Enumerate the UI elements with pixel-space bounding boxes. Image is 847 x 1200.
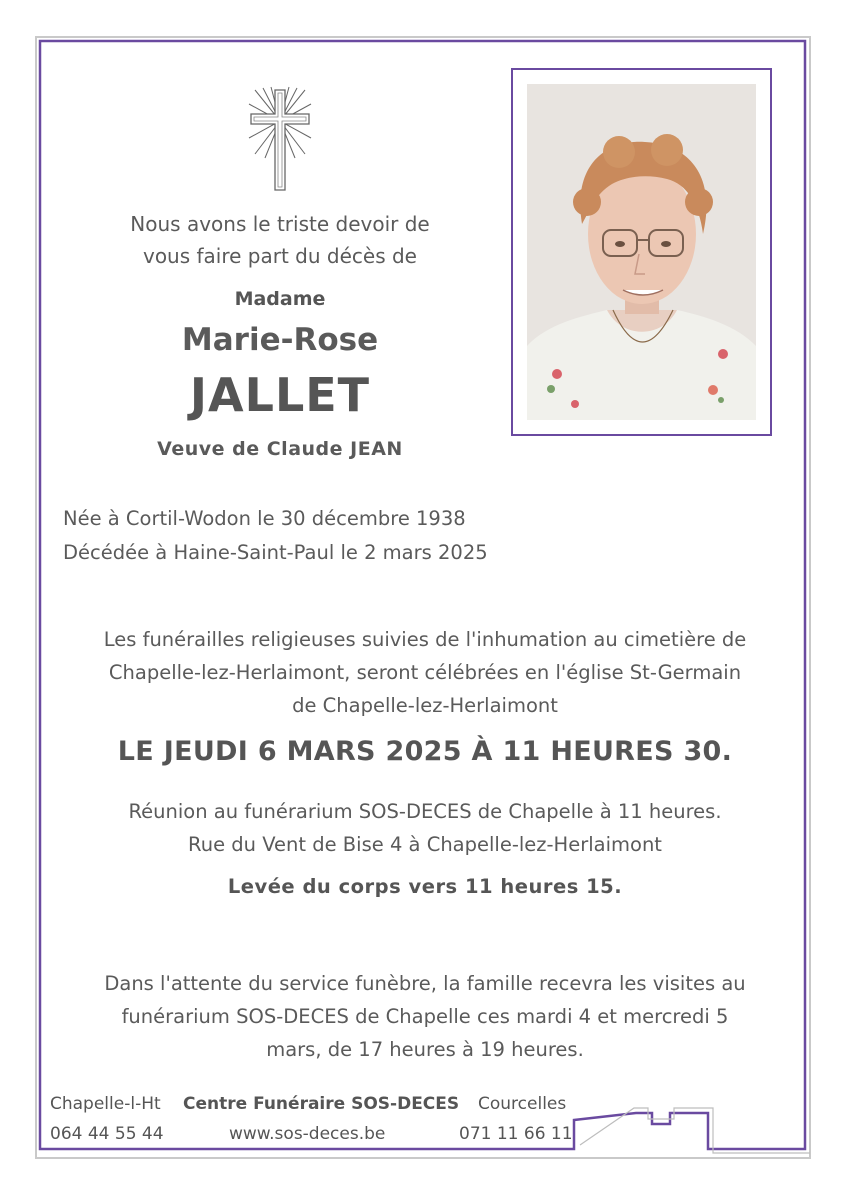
visits-line: funérarium SOS-DECES de Chapelle ces mardi 4 et mercredi 5	[121, 1005, 729, 1028]
deceased-first-name: Marie-Rose	[181, 322, 379, 358]
deceased-title: Madame	[234, 288, 326, 310]
footer-website-link[interactable]: www.sos-deces.be	[229, 1124, 386, 1144]
death-date: Décédée à Haine-Saint-Paul le 2 mars 2025	[63, 541, 488, 564]
footer-left-city: Chapelle-l-Ht	[50, 1094, 161, 1114]
birth-date: Née à Cortil-Wodon le 30 décembre 1938	[63, 507, 466, 530]
funeral-line: Chapelle-lez-Herlaimont, seront célébrées en l'église St-Germain	[108, 661, 742, 684]
radiant-cross-icon	[245, 86, 315, 192]
funeral-line: Les funérailles religieuses suivies de l'inhumation au cimetière de	[103, 628, 747, 651]
footer-right-phone[interactable]: 071 11 66 11	[459, 1124, 573, 1144]
meeting-details	[55, 795, 795, 861]
portrait-photo	[527, 84, 756, 420]
life-dates	[63, 502, 663, 570]
ceremony-datetime: LE JEUDI 6 MARS 2025 À 11 HEURES 30.	[117, 736, 733, 767]
deceased-last-name: JALLET	[189, 368, 371, 422]
visits-line: Dans l'attente du service funèbre, la famille recevra les visites au	[104, 972, 746, 995]
visits-details	[55, 967, 795, 1066]
funeral-line: de Chapelle-lez-Herlaimont	[292, 694, 558, 717]
widow-of: Veuve de Claude JEAN	[157, 438, 403, 460]
meeting-address: Rue du Vent de Bise 4 à Chapelle-lez-Herlaimont	[188, 833, 662, 856]
intro-line: vous faire part du décès de	[142, 244, 417, 268]
intro-line: Nous avons le triste devoir de	[130, 212, 430, 236]
footer-company-name: Centre Funéraire SOS-DECES	[183, 1094, 460, 1114]
funeral-details	[55, 623, 795, 722]
meeting-line: Réunion au funérarium SOS-DECES de Chapelle à 11 heures.	[128, 800, 722, 823]
visits-line: mars, de 17 heures à 19 heures.	[266, 1038, 584, 1061]
footer-left-phone[interactable]: 064 44 55 44	[50, 1124, 164, 1144]
levee-time: Levée du corps vers 11 heures 15.	[227, 875, 623, 898]
footer-right-city: Courcelles	[478, 1094, 567, 1114]
photo-frame	[511, 68, 772, 436]
intro-text	[90, 208, 470, 272]
